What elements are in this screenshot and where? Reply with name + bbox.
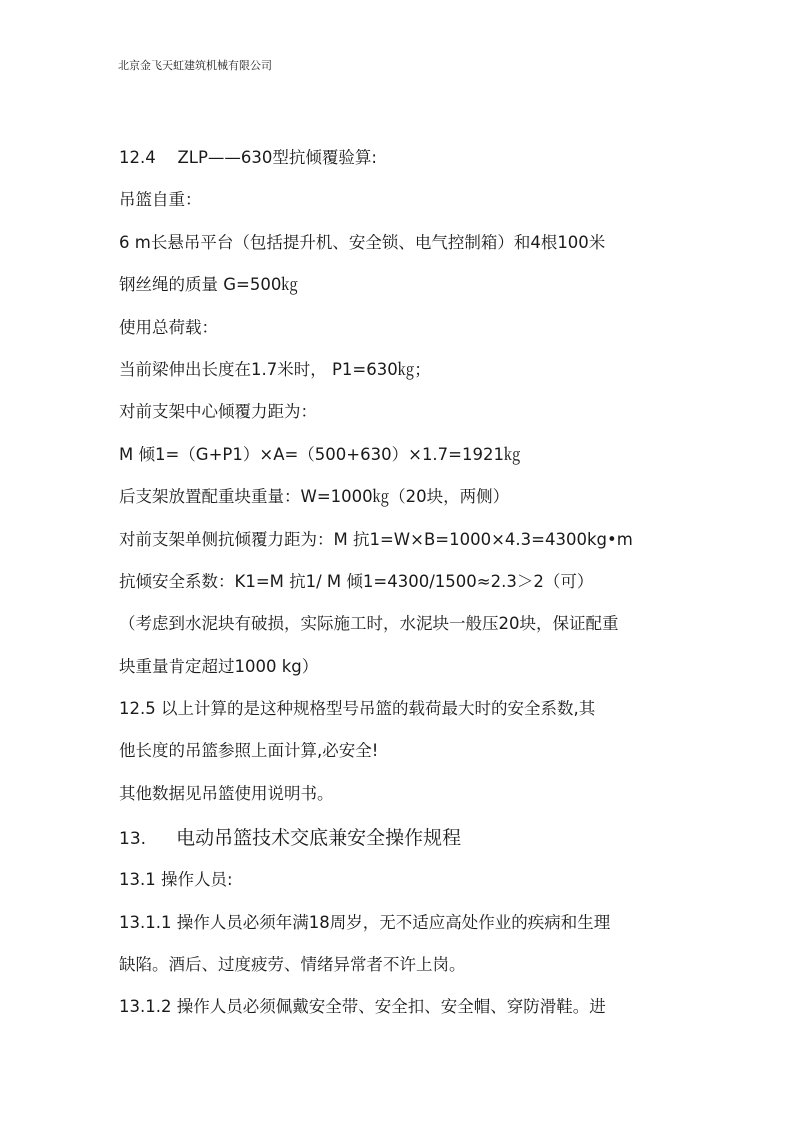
section-number: 13. xyxy=(119,829,147,850)
text-line: 对前支架单侧抗倾覆力距为：M 抗1=W×B=1000×4.3=4300kg•m xyxy=(119,529,633,549)
text-line: 当前梁伸出长度在1.7米时， P1=630㎏； xyxy=(119,359,431,379)
text-line: 其他数据见吊篮使用说明书。 xyxy=(119,783,334,803)
text-line: 后支架放置配重块重量：W=1000㎏（20块，两侧） xyxy=(119,487,510,507)
text-line: 13.1.1 操作人员必须年满18周岁，无不适应高处作业的疾病和生理 xyxy=(119,912,611,932)
text-line: 缺陷。酒后、过度疲劳、情绪异常者不许上岗。 xyxy=(119,955,466,975)
text-line: 抗倾安全系数：K1=M 抗1/ M 倾1=4300/1500≈2.3＞2（可） xyxy=(119,571,594,591)
text-line: 6 m长悬吊平台（包括提升机、安全锁、电气控制箱）和4根100米 xyxy=(119,232,606,252)
text-line: 他长度的吊篮参照上面计算,必安全! xyxy=(119,741,379,761)
text-line: 12.4 ZLP——630型抗倾覆验算: xyxy=(119,148,377,167)
text-line: 13.1.2 操作人员必须佩戴安全带、安全扣、安全帽、穿防滑鞋。进 xyxy=(119,997,606,1017)
text-line: 块重量肯定超过1000 kg） xyxy=(119,656,319,676)
section-title: 电动吊篮技术交底兼安全操作规程 xyxy=(176,827,462,850)
text-line: 使用总荷载： xyxy=(119,317,218,337)
text-line: 12.5 以上计算的是这种规格型号吊篮的载荷最大时的安全系数,其 xyxy=(119,699,596,719)
page-header-company: 北京金飞天虹建筑机械有限公司 xyxy=(118,59,272,72)
document-body xyxy=(119,148,684,1040)
text-line: 对前支架中心倾覆力距为： xyxy=(119,402,317,422)
text-line: 钢丝绳的质量 G=500㎏ xyxy=(119,275,298,295)
text-line: 吊篮自重： xyxy=(119,190,202,210)
text-line: 13.1 操作人员: xyxy=(119,870,233,890)
text-line: （考虑到水泥块有破损，实际施工时，水泥块一般压20块，保证配重 xyxy=(119,614,619,634)
section-heading xyxy=(119,826,684,850)
text-line: M 倾1=（G+P1）×A=（500+630）×1.7=1921㎏ xyxy=(119,444,521,464)
